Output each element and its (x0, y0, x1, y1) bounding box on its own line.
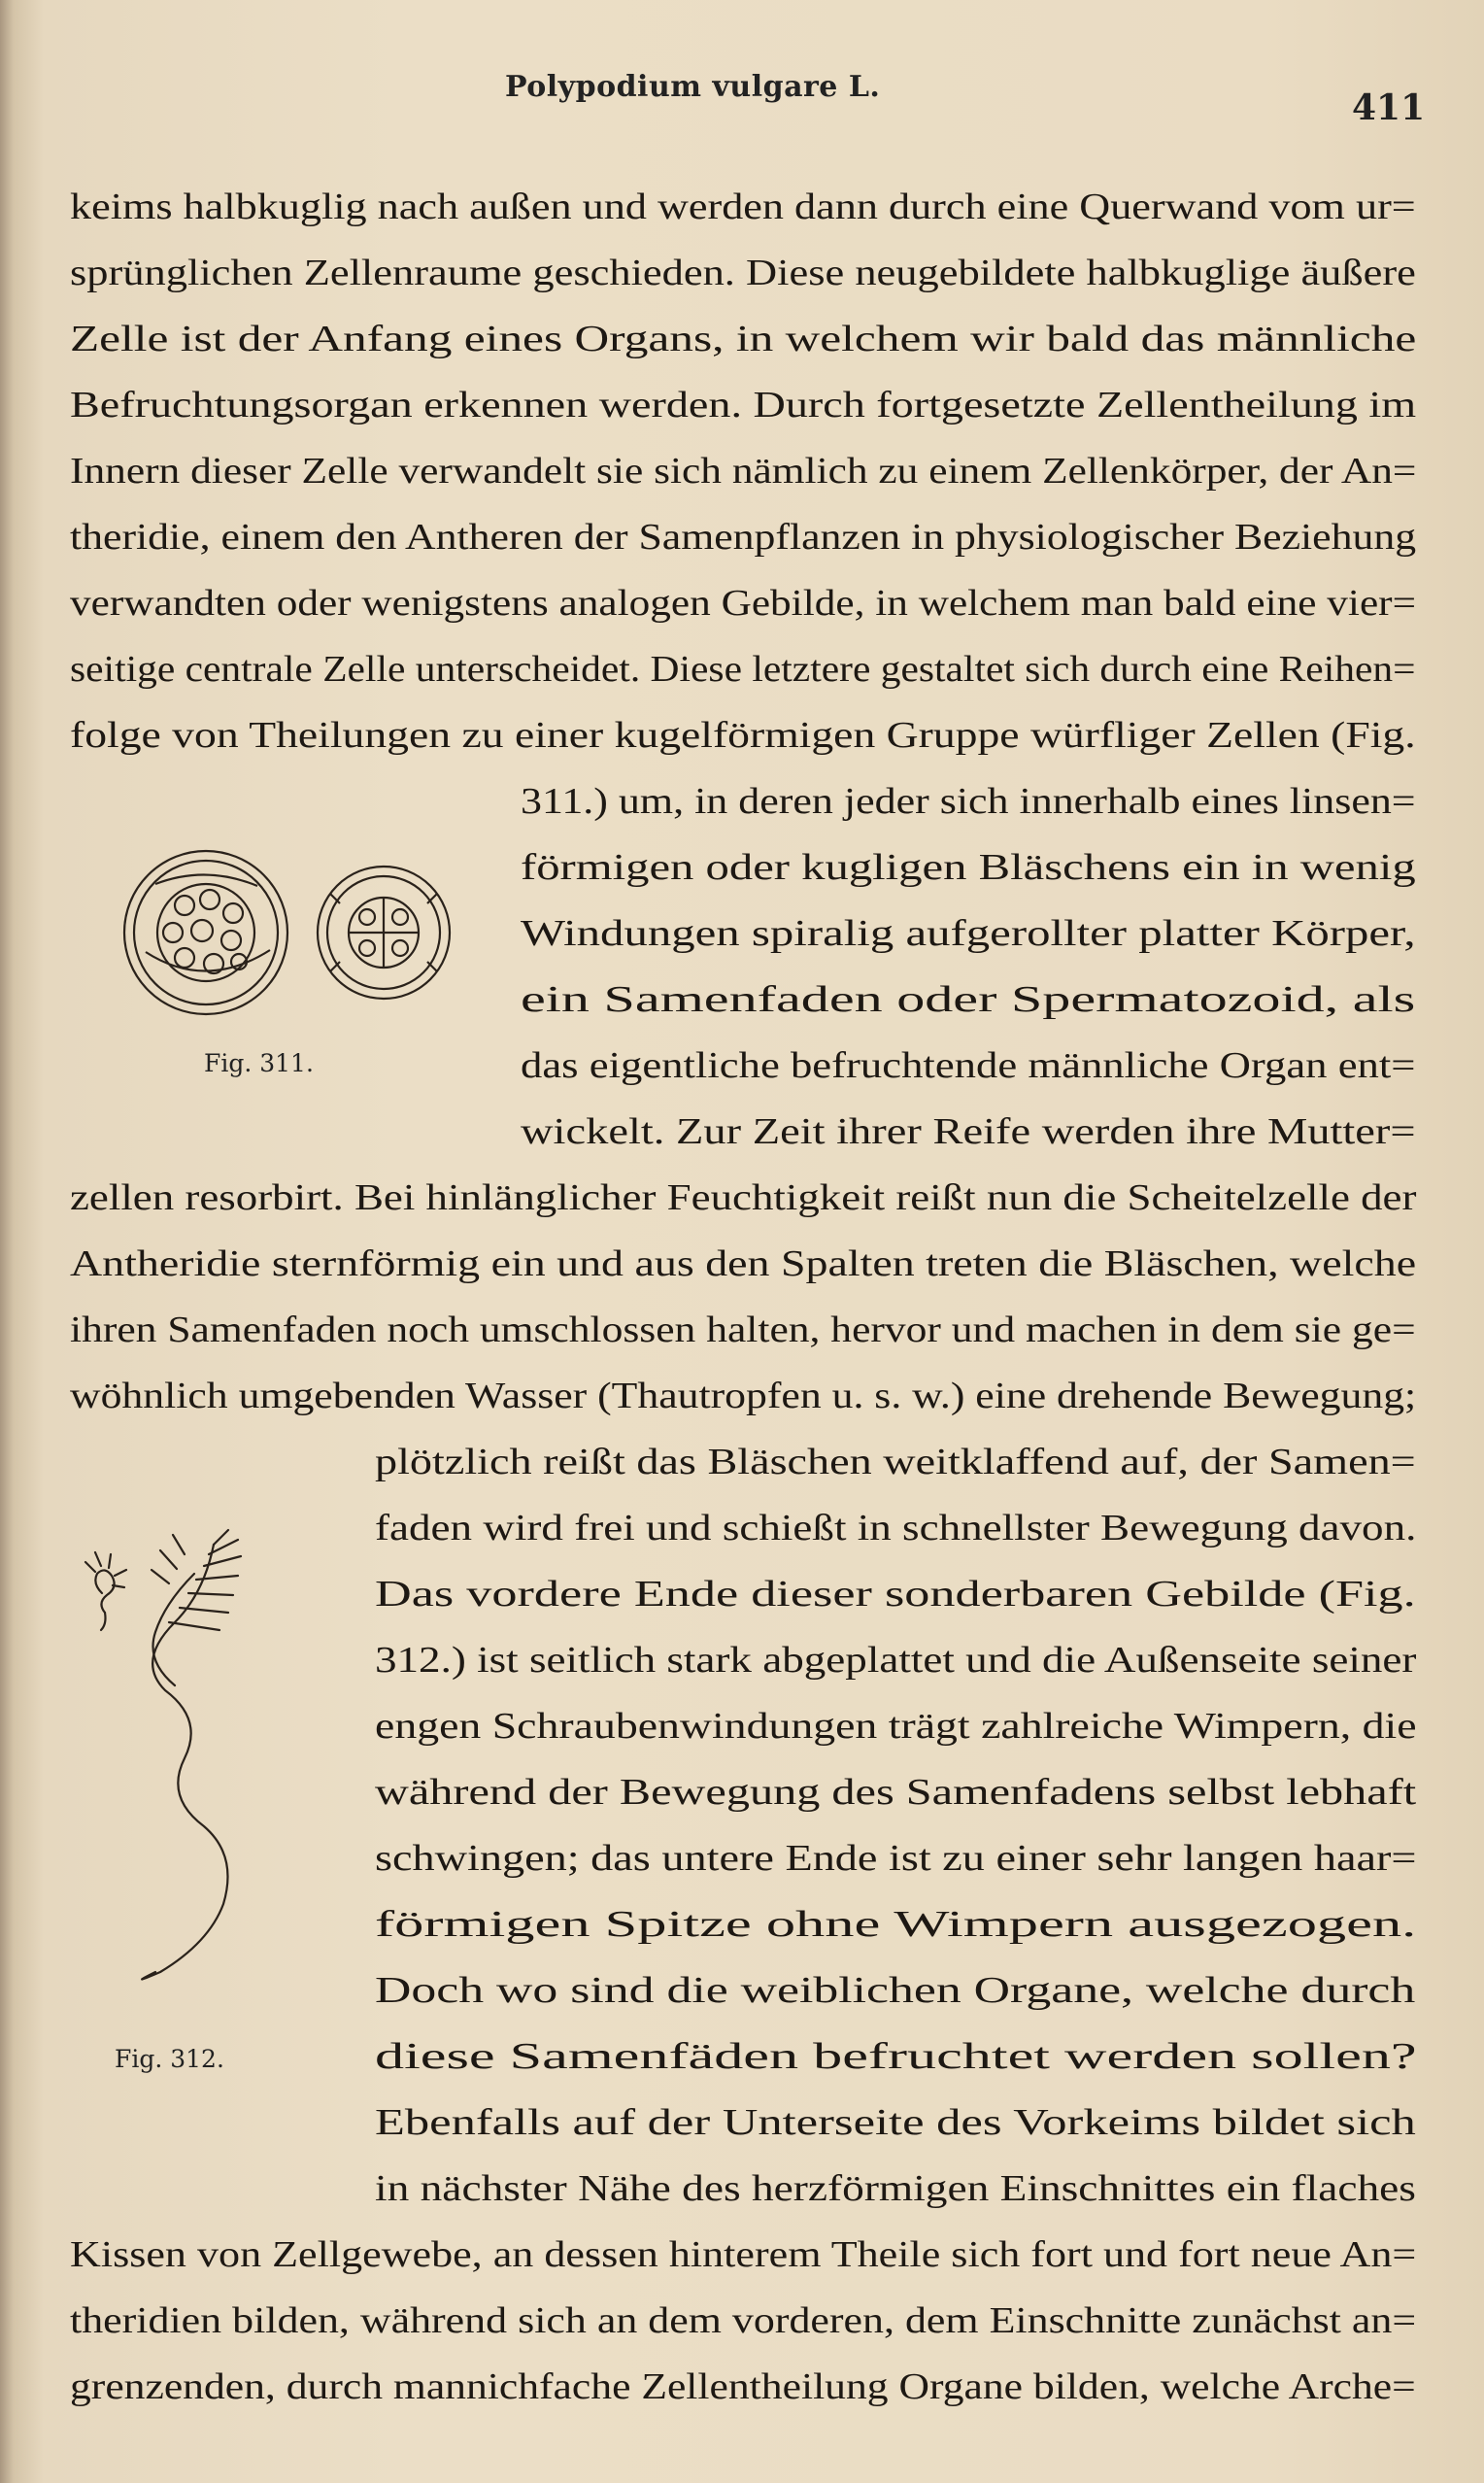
text-line: Windungen spiralig aufgerollter platter Körper, (521, 913, 1416, 954)
text-line: Ebenfalls auf der Unterseite des Vorkeims bildet sich (375, 2102, 1416, 2143)
text-line: wickelt. Zur Zeit ihrer Reife werden ihre Mutter= (521, 1111, 1416, 1152)
text-line: Innern dieser Zelle verwandelt sie sich nämlich zu einem Zellenkörper, der An= (70, 451, 1417, 492)
text-line: in nächster Nähe des herzförmigen Einschnittes ein flaches (375, 2168, 1416, 2209)
text-line: Antheridie sternförmig ein und aus den Spalten treten die Bläschen, welche (70, 1243, 1417, 1284)
text-line: Doch wo sind die weiblichen Organe, welche durch (375, 1970, 1416, 2011)
text-line: verwandten oder wenigstens analogen Gebilde, in welchem man bald eine vier= (70, 583, 1416, 624)
text-line: keims halbkuglig nach außen und werden dann durch eine Querwand vom ur= (70, 187, 1416, 227)
text-line: plötzlich reißt das Bläschen weitklaffend auf, der Samen= (375, 1442, 1416, 1482)
text-line: schwingen; das untere Ende ist zu einer sehr langen haar= (375, 1838, 1417, 1879)
text-line: Das vordere Ende dieser sonderbaren Gebilde (Fig. (375, 1574, 1416, 1615)
text-line: förmigen oder kugligen Bläschens ein in wenig (521, 847, 1416, 888)
text-line: 312.) ist seitlich stark abgeplattet und die Außenseite seiner (375, 1640, 1417, 1681)
text-line: diese Samenfäden befruchtet werden sollen? (375, 2036, 1417, 2077)
text-line: faden wird frei und schießt in schnellster Bewegung davon. (375, 1508, 1417, 1548)
text-line: ihren Samenfaden noch umschlossen halten, hervor und machen in dem sie ge= (70, 1310, 1416, 1350)
text-line: förmigen Spitze ohne Wimpern ausgezogen. (375, 1904, 1417, 1945)
running-header-title: Polypodium vulgare L. (505, 70, 881, 104)
text-line: folge von Theilungen zu einer kugelförmigen Gruppe würfliger Zellen (Fig. (70, 715, 1416, 756)
fig-312-spermatozoid-drawing (68, 1515, 282, 2001)
text-line: theridien bilden, während sich an dem vorderen, dem Einschnitte zunächst an= (70, 2300, 1417, 2341)
text-line: sprünglichen Zellenraume geschieden. Diese neugebildete halbkuglige äußere (70, 253, 1416, 293)
text-line: während der Bewegung des Samenfadens selbst lebhaft (375, 1772, 1417, 1813)
text-line: seitige centrale Zelle unterscheidet. Diese letztere gestaltet sich durch eine Reihen= (70, 649, 1416, 690)
text-line: das eigentliche befruchtende männliche Organ ent= (521, 1045, 1416, 1086)
text-line: Zelle ist der Anfang eines Organs, in welchem wir bald das männliche (70, 319, 1417, 359)
fig-312-caption: Fig. 312. (115, 2045, 224, 2073)
fig-311-antheridium-drawing (117, 835, 466, 1030)
text-line: Befruchtungsorgan erkennen werden. Durch fortgesetzte Zellentheilung im (70, 385, 1417, 425)
page-number: 411 (1352, 87, 1426, 128)
text-line: theridie, einem den Antheren der Samenpflanzen in physiologischer Beziehung (70, 517, 1417, 558)
text-line: wöhnlich umgebenden Wasser (Thautropfen u. s. w.) eine drehende Bewegung; (70, 1376, 1417, 1416)
text-line: engen Schraubenwindungen trägt zahlreiche Wimpern, die (375, 1706, 1417, 1747)
text-line: grenzenden, durch mannichfache Zellentheilung Organe bilden, welche Arche= (70, 2366, 1416, 2407)
fig-311-caption: Fig. 311. (204, 1049, 314, 1077)
text-line: zellen resorbirt. Bei hinlänglicher Feuchtigkeit reißt nun die Scheitelzelle der (70, 1177, 1417, 1218)
text-line: 311.) um, in deren jeder sich innerhalb eines linsen= (521, 781, 1416, 822)
text-line: ein Samenfaden oder Spermatozoid, als (521, 979, 1416, 1020)
text-line: Kissen von Zellgewebe, an dessen hinterem Theile sich fort und fort neue An= (70, 2234, 1417, 2275)
